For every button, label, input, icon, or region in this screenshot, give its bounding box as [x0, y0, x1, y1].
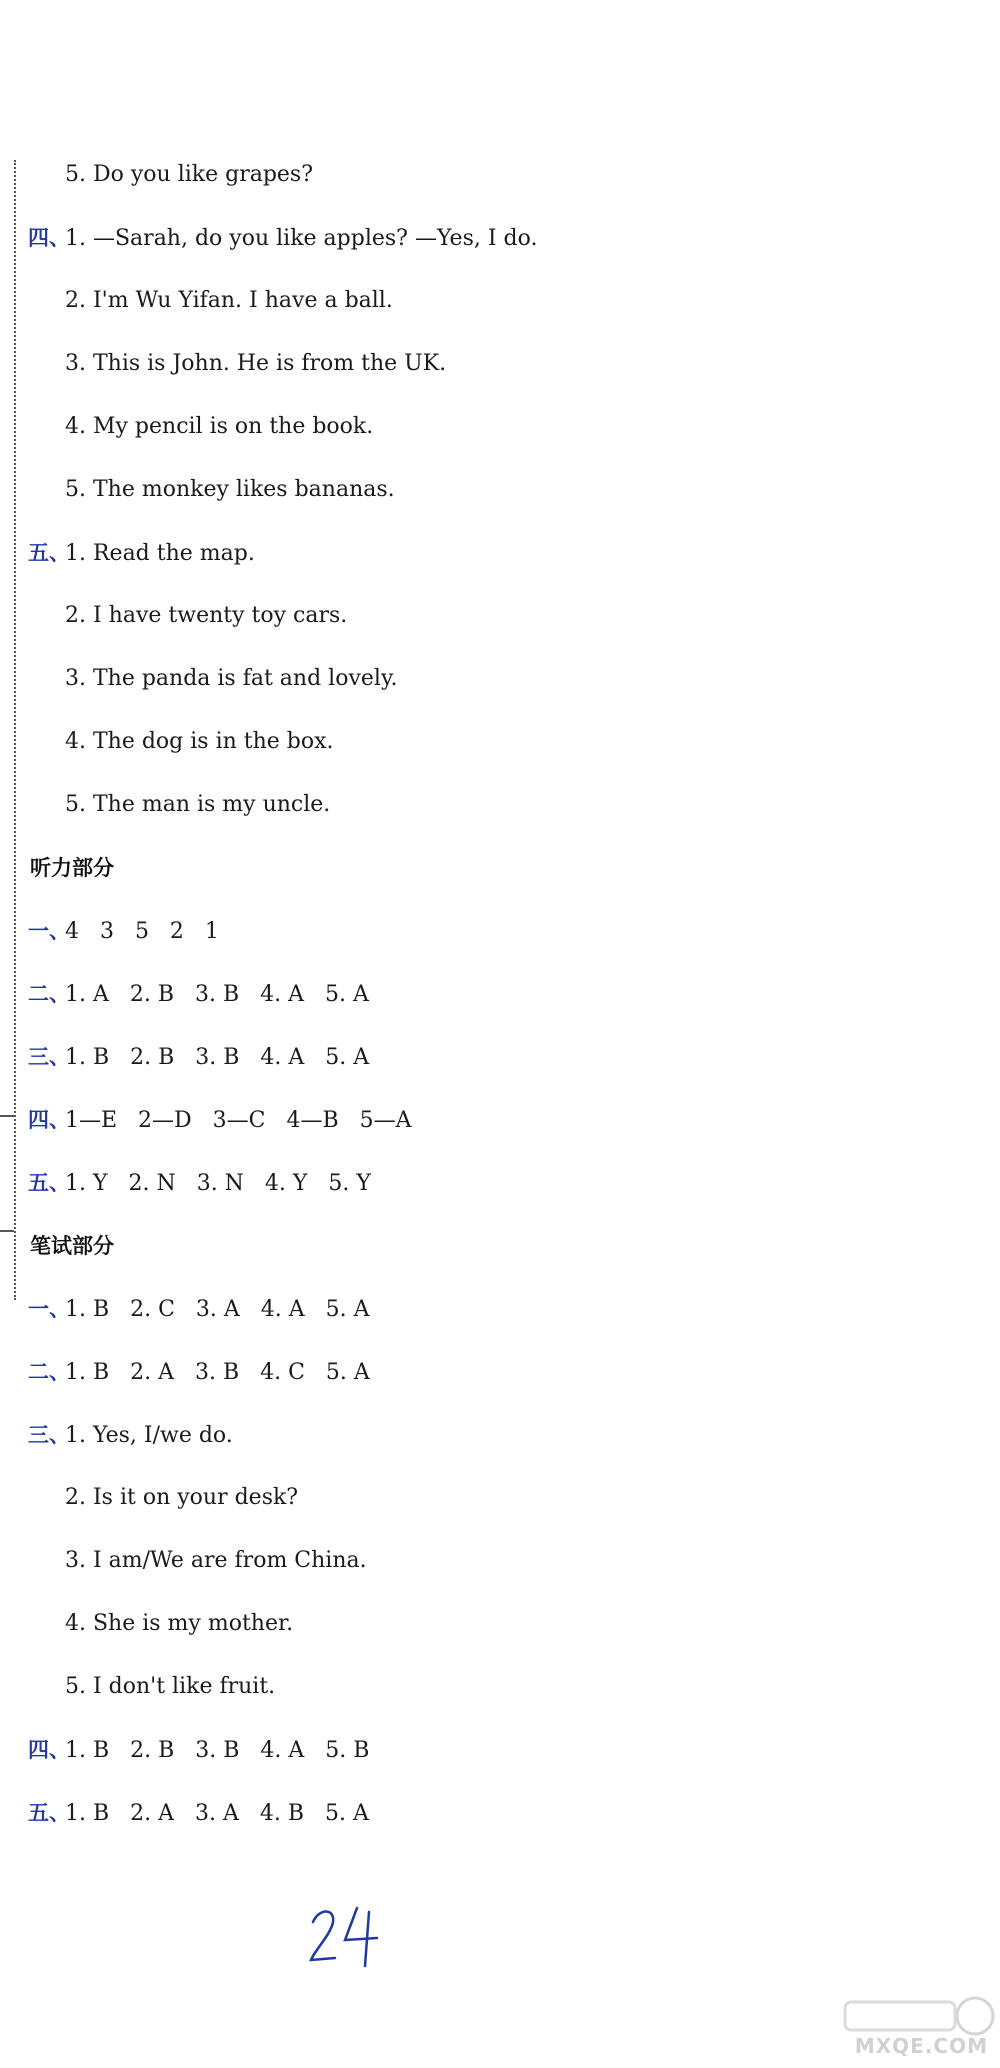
answer-text: 1. B 2. C 3. A 4. A 5. A	[65, 1297, 370, 1322]
answer-line	[0, 1352, 370, 1392]
answer-line	[0, 911, 219, 951]
answer-text: 1. B 2. B 3. B 4. A 5. A	[65, 1045, 370, 1070]
watermark-text: MXQE.COM	[854, 2034, 988, 2058]
answer-line	[0, 407, 373, 447]
watermark-logo	[825, 1994, 1000, 2064]
answer-text: 4. My pencil is on the book.	[65, 414, 374, 439]
answer-text: 1. B 2. B 3. B 4. A 5. B	[65, 1738, 370, 1763]
answer-line	[0, 974, 369, 1014]
question-number: 二、	[28, 1360, 70, 1384]
answer-text: 2. Is it on your desk?	[65, 1485, 299, 1510]
answer-text: 1. A 2. B 3. B 4. A 5. A	[65, 982, 369, 1007]
question-number: 五、	[28, 1171, 70, 1195]
margin-tick	[0, 1230, 14, 1232]
answer-line	[0, 1541, 367, 1581]
answer-text: 5. Do you like grapes?	[65, 162, 314, 187]
answer-line	[0, 218, 537, 258]
answer-line	[0, 722, 334, 762]
answer-text: 3. The panda is fat and lovely.	[65, 666, 398, 691]
answer-text: 1. Read the map.	[65, 541, 255, 566]
answer-line	[0, 1604, 293, 1644]
question-number: 五、	[28, 541, 70, 565]
answer-line	[0, 1730, 369, 1770]
answer-text: 1. B 2. A 3. B 4. C 5. A	[65, 1360, 370, 1385]
answer-text: 3. This is John. He is from the UK.	[65, 351, 447, 376]
question-number: 一、	[28, 919, 70, 943]
answer-text: 1. Yes, I/we do.	[65, 1423, 233, 1448]
answer-line	[0, 1415, 233, 1455]
question-number: 四、	[28, 226, 70, 250]
answer-text: 1. —Sarah, do you like apples? —Yes, I do.	[65, 226, 538, 251]
answer-text: 2. I'm Wu Yifan. I have a ball.	[65, 288, 393, 313]
answer-text: 2. I have twenty toy cars.	[65, 603, 348, 628]
section-heading-listening: 听力部分	[30, 856, 114, 880]
answer-line	[0, 1667, 275, 1707]
question-number: 四、	[28, 1738, 70, 1762]
answer-line	[0, 1100, 412, 1140]
handwritten-page-number	[305, 1900, 395, 1970]
answer-text: 1. B 2. A 3. A 4. B 5. A	[65, 1801, 369, 1826]
answer-text: 4 3 5 2 1	[65, 919, 219, 944]
answer-text: 1—E 2—D 3—C 4—B 5—A	[65, 1108, 412, 1133]
answer-line	[0, 1163, 371, 1203]
answer-text: 1. Y 2. N 3. N 4. Y 5. Y	[65, 1171, 371, 1196]
answer-text: 4. The dog is in the box.	[65, 729, 334, 754]
answer-line	[0, 785, 330, 825]
answer-line	[0, 470, 395, 510]
question-number: 五、	[28, 1801, 70, 1825]
answer-line	[0, 1478, 298, 1518]
answer-line	[0, 533, 255, 573]
question-number: 三、	[28, 1045, 70, 1069]
answer-text: 5. I don't like fruit.	[65, 1674, 276, 1699]
question-number: 二、	[28, 982, 70, 1006]
question-number: 一、	[28, 1297, 70, 1321]
answer-text: 4. She is my mother.	[65, 1611, 294, 1636]
answer-text: 3. I am/We are from China.	[65, 1548, 367, 1573]
answer-line	[0, 596, 347, 636]
answer-line	[0, 281, 393, 321]
answer-line	[0, 659, 397, 699]
answer-line	[0, 1793, 369, 1833]
section-heading-written: 笔试部分	[30, 1234, 114, 1258]
question-number: 四、	[28, 1108, 70, 1132]
answer-line	[0, 155, 313, 195]
answer-text: 5. The monkey likes bananas.	[65, 477, 395, 502]
answer-line	[0, 344, 446, 384]
answer-text: 5. The man is my uncle.	[65, 792, 331, 817]
answer-line	[0, 1037, 369, 1077]
question-number: 三、	[28, 1423, 70, 1447]
answer-line	[0, 1289, 370, 1329]
